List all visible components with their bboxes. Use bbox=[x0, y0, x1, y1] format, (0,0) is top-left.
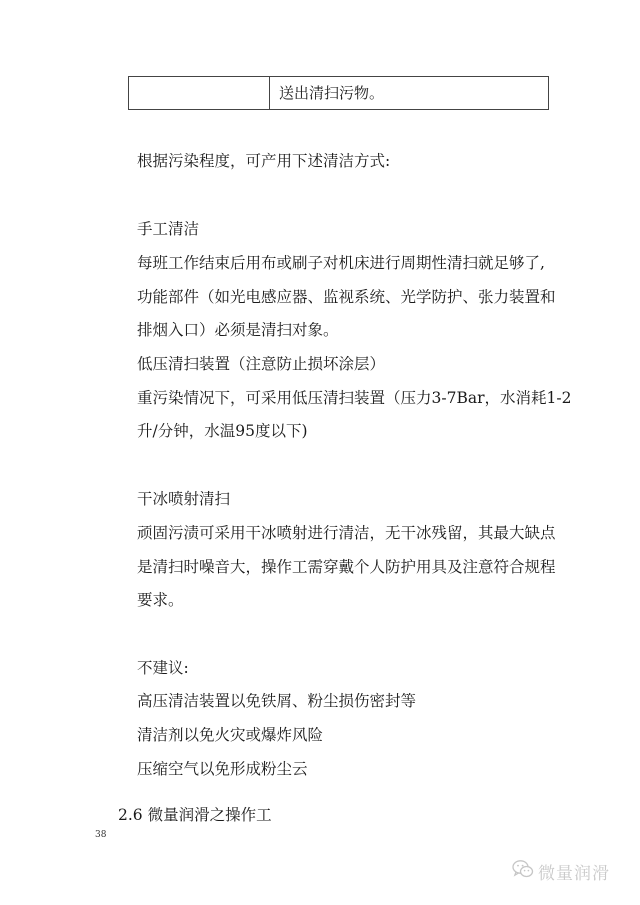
table-fragment bbox=[128, 76, 549, 110]
low-pressure-heading: 低压清扫装置（注意防止损坏涂层） bbox=[137, 355, 386, 373]
dry-ice-heading: 干冰喷射清扫 bbox=[137, 490, 231, 508]
watermark-text: 微量润滑 bbox=[538, 863, 610, 884]
manual-cleaning-heading: 手工清洁 bbox=[137, 220, 200, 238]
dry-ice-line-2: 是清扫时噪音大，操作工需穿戴个人防护用具及注意符合规程 bbox=[137, 558, 556, 576]
dry-ice-line-1: 顽固污渍可采用干冰喷射进行清洁，无干冰残留，其最大缺点 bbox=[137, 524, 556, 542]
table-cell-right: 送出清扫污物。 bbox=[279, 84, 385, 102]
dry-ice-line-3: 要求。 bbox=[137, 591, 184, 609]
section-heading-2-6: 2.6 微量润滑之操作工 bbox=[118, 806, 272, 824]
low-pressure-line-1: 重污染情况下，可采用低压清扫装置（压力3-7Bar，水消耗1-2 bbox=[137, 389, 572, 407]
watermark bbox=[512, 857, 610, 885]
wechat-icon bbox=[512, 859, 534, 883]
manual-cleaning-line-3: 排烟入口）必须是清扫对象。 bbox=[137, 321, 339, 339]
page-number: 38 bbox=[95, 830, 107, 840]
low-pressure-line-2: 升/分钟，水温95度以下) bbox=[137, 422, 308, 440]
manual-cleaning-line-2: 功能部件（如光电感应器、监视系统、光学防护、张力装置和 bbox=[137, 288, 556, 306]
not-recommended-item-3: 压缩空气以免形成粉尘云 bbox=[137, 760, 308, 778]
intro-text: 根据污染程度，可产用下述清洁方式: bbox=[137, 152, 391, 170]
table-cell-left bbox=[129, 77, 270, 109]
manual-cleaning-line-1: 每班工作结束后用布或刷子对机床进行周期性清扫就足够了, bbox=[137, 254, 545, 272]
not-recommended-item-1: 高压清洁装置以免铁屑、粉尘损伤密封等 bbox=[137, 692, 417, 710]
not-recommended-item-2: 清洁剂以免火灾或爆炸风险 bbox=[137, 726, 324, 744]
not-recommended-heading: 不建议: bbox=[137, 659, 189, 677]
